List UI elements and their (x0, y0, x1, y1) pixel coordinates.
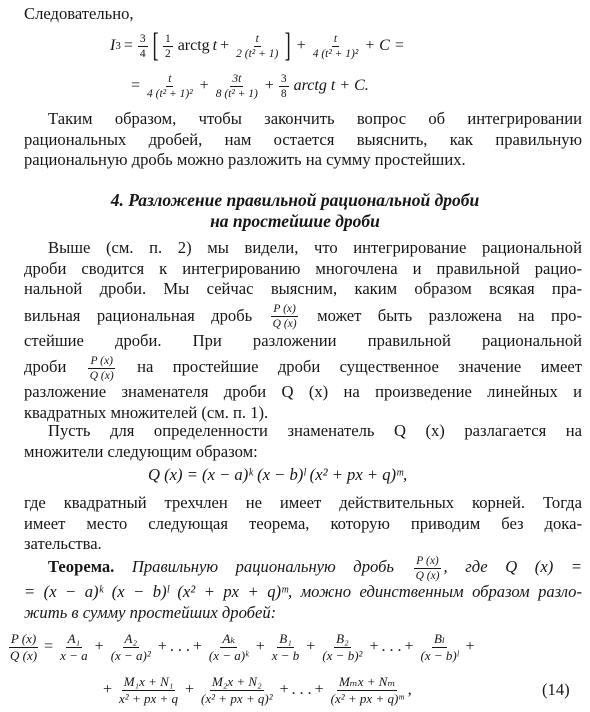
para2-frac2-den: Q (x) (89, 369, 114, 382)
eq14-plus7: + (404, 638, 414, 655)
para2-frac2-num: P (x) (90, 354, 113, 367)
para2-line2: дроби сводится к интегрированию многочлена и правильной рацио- (24, 258, 582, 278)
eq14-plus2: + (157, 638, 167, 655)
eq1-frac-t (234, 33, 280, 60)
eq14-term-ak-den: (x − a)ᵏ (208, 647, 249, 663)
eq1-half (163, 33, 173, 60)
para1-line3: рациональную дробь можно разложить на сумму простейших. (24, 150, 466, 169)
para2-line4 (24, 300, 582, 331)
theorem-line3: жить в сумму простейших дробей: (24, 602, 277, 622)
paragraph-1 (24, 109, 582, 171)
eq14-term-bl-den: (x − b)ˡ (420, 647, 459, 663)
eq14-plus9: + (103, 681, 113, 698)
eq14-term-m1 (117, 675, 180, 706)
intro-word-text: Следовательно, (24, 4, 134, 23)
eq14-lhs-num: P (x) (10, 630, 37, 646)
eq1b-frac-c-num: 3 (280, 72, 287, 85)
eq1-frac-t2-num: t (333, 32, 338, 45)
paragraph-4 (24, 493, 582, 555)
theorem-line1 (24, 552, 582, 582)
para3-line2: множители следующим образом: (24, 441, 258, 461)
eq14-plus3: + (192, 638, 202, 655)
section-heading (0, 190, 590, 232)
eq1b-frac-b-den: 8 (t² + 1) (215, 87, 258, 100)
eq14-term-a1 (58, 632, 90, 663)
eq14-term-a2-num: A₂ (124, 630, 137, 646)
eq1-frac-t-num: t (255, 32, 259, 45)
eq1-bracket-open: [ (152, 27, 159, 64)
eq14-term-b1-den: x − b (271, 647, 300, 663)
eq1-eq: = (123, 37, 133, 54)
para2-line1: Выше (см. п. 2) мы видели, что интегрирование рациональной (48, 238, 582, 257)
eq1-plus-c: + C = (364, 37, 405, 54)
eq1-half-den: 2 (164, 47, 171, 60)
eq14-term-m2-den: (x² + px + q)² (201, 690, 273, 706)
para1-line2: рациональных дробей, нам остается выяснить, как правильную (24, 129, 582, 149)
eq14-plus12: + (314, 681, 324, 698)
eq1-frac-t-den: 2 (t² + 1) (236, 47, 279, 60)
eq1-bracket-close: ] (284, 27, 292, 64)
eq1-plus: + (220, 37, 230, 54)
eq1-frac-t2-den: 4 (t² + 1)² (312, 47, 359, 60)
eq14-term-bl-num: Bₗ (433, 630, 446, 646)
eq14-term-a1-den: x − a (60, 647, 88, 663)
eq14-term-mm-num: Mₘx + Nₘ (338, 673, 396, 689)
para2-line6a: дроби (24, 357, 67, 376)
eq14-term-b1-num: B₁ (279, 630, 292, 646)
para4-line1: где квадратный трехчлен не имеет действительных корней. Тогда (24, 493, 582, 512)
eq14-term-ak (207, 632, 251, 663)
para2-frac2 (88, 355, 116, 382)
eq14-term-a1-num: A₁ (67, 630, 81, 646)
eq14-term-m2 (199, 675, 275, 706)
eq1-lhs: I (110, 37, 116, 54)
eq14-term-ak-num: Aₖ (222, 630, 236, 646)
para2-frac1 (271, 303, 299, 330)
eq14-term-m1-num: M₁x + N₁ (123, 673, 174, 689)
eq14-term-mm-den: (x² + px + q)ᵐ (330, 690, 404, 706)
theorem-label: Теорема. (48, 557, 115, 576)
eq14-term-b1 (270, 632, 302, 663)
eq14-dots2: . . . (381, 638, 402, 655)
eq1b-frac-a-den: 4 (t² + 1)² (147, 87, 193, 100)
theorem-frac-num: P (x) (416, 554, 439, 567)
para3-line1: Пусть для определенности знаменатель Q (x) разлагается на (48, 421, 582, 440)
section-heading-line1: 4. Разложение правильной рациональной дроби (110, 190, 480, 210)
eq1b-frac-c (279, 73, 289, 100)
eq14-dots1: . . . (169, 638, 190, 655)
eq1-coef-num: 3 (139, 32, 146, 45)
eq14-term-bl (419, 632, 461, 663)
equation-qx-text: Q (x) = (x − a)ᵏ (x − b)ˡ (x² + px + q)ᵐ, (148, 465, 408, 484)
eq14-term-b2-num: B₂ (336, 630, 349, 646)
theorem-line1a: Правильную рациональную дробь (131, 557, 394, 576)
para2-line6b: на простейшие дроби существенное значение имеет (137, 357, 582, 376)
para2-frac1-den: Q (x) (272, 318, 297, 331)
equation-14-line2 (100, 670, 412, 710)
eq1b-plus2: + (264, 77, 274, 94)
para2-line4b: может быть разложена на про- (317, 305, 582, 325)
para2-frac1-num: P (x) (273, 303, 296, 316)
theorem-frac-den: Q (x) (415, 569, 440, 582)
eq14-plus11: + (279, 681, 289, 698)
para2-line7: разложение знаменателя дроби Q (x) на произведение линейных и (24, 382, 582, 401)
eq1-arctg: arctg (177, 37, 210, 54)
eq14-dots3: . . . (291, 681, 312, 698)
eq14-plus8: + (465, 638, 475, 655)
eq1-coef (138, 33, 148, 60)
eq14-term-a2 (109, 632, 153, 663)
theorem-line2: = (x − a)ᵏ (x − b)ˡ (x² + px + q)ᵐ, можно единственным образом разло- (24, 582, 582, 601)
eq14-term-b2 (320, 632, 364, 663)
eq14-term-a2-den: (x − a)² (110, 647, 151, 663)
intro-word (24, 4, 582, 25)
eq1b-frac-a-num: t (168, 72, 172, 85)
theorem-line1c: Q (x) = (505, 557, 582, 576)
eq14-plus4: + (255, 638, 265, 655)
eq1b-frac-b-num: 3t (232, 72, 242, 85)
eq1-plus2: + (296, 37, 306, 54)
section-heading-line2: на простейшие дроби (210, 211, 380, 231)
eq1-lhs-sub: 3 (115, 40, 121, 52)
para2-line8: квадратных множителей (см. п. 1). (24, 402, 269, 422)
eq1b-plus1: + (199, 77, 209, 94)
para4-line3: зательства. (24, 534, 102, 553)
eq1b-frac-b (214, 73, 260, 100)
equation-qx (148, 462, 407, 488)
theorem (24, 552, 582, 623)
eq1b-eq: = (131, 77, 141, 94)
para1-line1: Таким образом, чтобы закончить вопрос об интегрировании (48, 109, 582, 128)
eq14-comma: , (407, 681, 412, 698)
eq14-plus6: + (369, 638, 379, 655)
eq14-plus1: + (94, 638, 104, 655)
eq1b-frac-c-den: 8 (280, 87, 287, 100)
eq14-plus5: + (306, 638, 316, 655)
eq14-lhs (8, 632, 39, 663)
theorem-line1b: , где (443, 557, 488, 576)
eq1b-frac-a (145, 73, 195, 100)
eq14-term-b2-den: (x − b)² (322, 647, 363, 663)
eq14-term-m1-den: x² + px + q (119, 690, 179, 706)
eq14-lhs-den: Q (x) (10, 647, 38, 663)
equation-14-line1 (6, 626, 478, 668)
eq1-half-num: 1 (164, 32, 171, 45)
para2-line4a: вильная рациональная дробь (24, 305, 253, 325)
para2-line3: нальной дроби. Мы сейчас выясним, каким образом всякая пра- (24, 279, 582, 298)
equation-number-14: (14) (542, 680, 570, 699)
eq1-coef-den: 4 (139, 47, 146, 60)
para4-line2: имеет место следующая теорема, которую приводим без дока- (24, 513, 582, 533)
eq1-frac-t2 (311, 33, 361, 60)
para2-line6 (24, 351, 582, 382)
eq14-term-mm (329, 675, 406, 706)
paragraph-3 (24, 421, 582, 462)
equation-i3-line2 (128, 66, 369, 106)
eq1b-tail: arctg t + C. (293, 77, 369, 94)
paragraph-2 (24, 238, 582, 423)
para2-line5: стейшие дроби. При разложении правильной рациональной (24, 330, 582, 350)
equation-i3-line1 (110, 24, 405, 68)
eq14-plus10: + (185, 681, 195, 698)
eq14-term-m2-num: M₂x + N₂ (212, 673, 262, 689)
theorem-frac (414, 555, 442, 582)
eq1-var: t (212, 37, 218, 54)
eq14-eq: = (44, 638, 54, 655)
